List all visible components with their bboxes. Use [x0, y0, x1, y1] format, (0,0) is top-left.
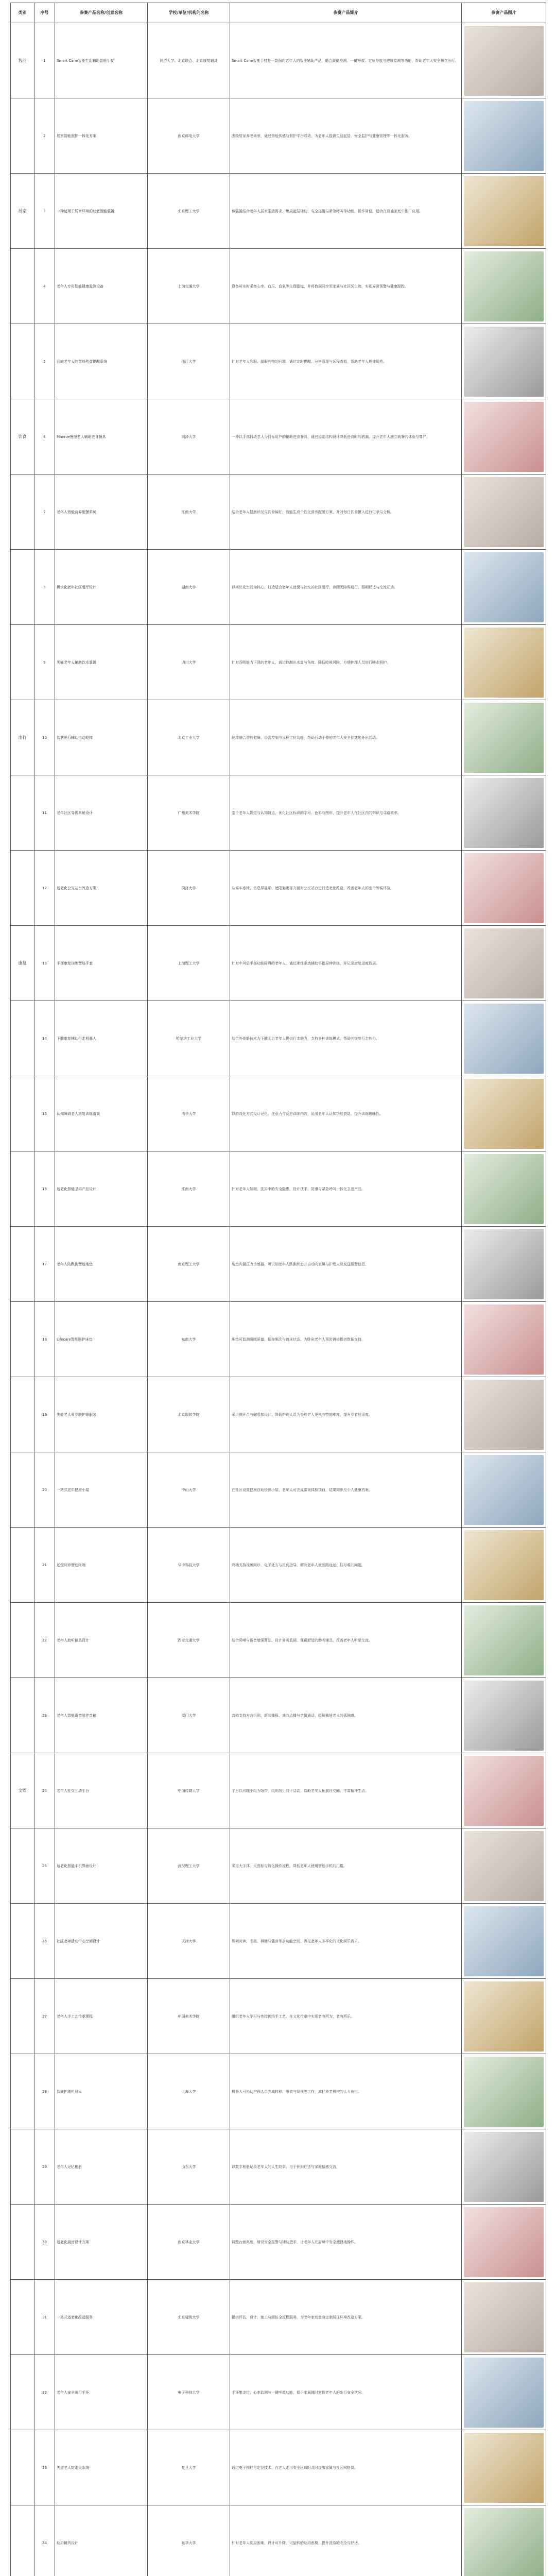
row-picture-cell — [462, 775, 546, 851]
table-row — [11, 1603, 546, 1678]
product-image — [464, 1831, 544, 1901]
row-description: 该装置结合老年人居家生活需求，集成起居辅助、安全提醒与紧急呼叫等功能，操作简便，适合在普通家庭中推广应用。 — [230, 174, 462, 249]
row-picture-cell — [462, 1151, 546, 1227]
table-row — [11, 2430, 546, 2505]
row-picture-cell — [462, 2280, 546, 2355]
row-description: 结合降噪与语音增强算法，设计外观低调、佩戴舒适的助听辅具，改善老年人听觉交流。 — [230, 1603, 462, 1678]
table-row — [11, 98, 546, 174]
product-image — [464, 101, 544, 171]
row-unit: 哈尔滨工业大学 — [148, 1001, 230, 1076]
row-number: 23 — [34, 1678, 55, 1753]
row-picture-cell — [462, 2355, 546, 2430]
row-category — [11, 2355, 34, 2430]
row-picture-cell — [462, 700, 546, 775]
row-product-name: 下肢康复辅助行走机器人 — [55, 1001, 148, 1076]
row-unit: 上海理工大学 — [148, 926, 230, 1001]
row-category — [11, 1227, 34, 1302]
row-number: 8 — [34, 550, 55, 625]
table-row — [11, 700, 546, 775]
product-image — [464, 477, 544, 547]
row-category — [11, 1151, 34, 1227]
product-image — [464, 2433, 544, 2503]
table-header — [11, 3, 546, 23]
row-picture-cell — [462, 2505, 546, 2576]
row-category: 智能 — [11, 23, 34, 98]
row-product-name: 一站式适老化改造服务 — [55, 2280, 148, 2355]
row-description: 针对吞咽能力下降的老年人，通过控制出水量与角度，降低呛咳风险，方便护理人员进行喂水照护。 — [230, 625, 462, 700]
row-category — [11, 775, 34, 851]
product-image — [464, 1455, 544, 1525]
row-unit: 北京工业大学 — [148, 700, 230, 775]
row-picture-cell — [462, 1678, 546, 1753]
row-description: 以游戏化方式设计记忆、注意力与反应训练内容，延缓老年人认知功能衰退，提升训练趣味性。 — [230, 1076, 462, 1151]
row-category — [11, 1377, 34, 1452]
product-image — [464, 928, 544, 998]
product-image — [464, 1981, 544, 2052]
row-picture-cell — [462, 1528, 546, 1603]
row-product-name: 居家智能照护一体化方案 — [55, 98, 148, 174]
table-row — [11, 2205, 546, 2280]
product-image — [464, 2508, 544, 2576]
row-category — [11, 474, 34, 550]
row-product-name: 老年人防跌倒智能地垫 — [55, 1227, 148, 1302]
row-unit: 上海大学 — [148, 2054, 230, 2129]
row-product-name: 智慧出行辅助电动轮椅 — [55, 700, 148, 775]
row-picture-cell — [462, 98, 546, 174]
row-product-name: 老年人社交互动平台 — [55, 1753, 148, 1828]
row-number: 22 — [34, 1603, 55, 1678]
table-row — [11, 926, 546, 1001]
product-image — [464, 2207, 544, 2277]
row-description: 针对老年人如厕、洗浴中的安全隐患，设计扶手、防滑与紧急呼叫一体化卫浴产品。 — [230, 1151, 462, 1227]
row-unit: 厦门大学 — [148, 1678, 230, 1753]
row-product-name: 老年人安全出行手环 — [55, 2355, 148, 2430]
row-number: 29 — [34, 2129, 55, 2205]
product-image — [464, 1530, 544, 1600]
row-picture-cell — [462, 399, 546, 474]
row-product-name: 老年人助听辅具设计 — [55, 1603, 148, 1678]
row-product-name: 失智老人防走失系统 — [55, 2430, 148, 2505]
product-image — [464, 176, 544, 246]
row-unit: 南京林业大学 — [148, 2205, 230, 2280]
row-category — [11, 98, 34, 174]
row-unit: 武汉理工大学 — [148, 1828, 230, 1904]
product-image — [464, 1756, 544, 1826]
row-category: 出行 — [11, 700, 34, 775]
row-unit: 中国美术学院 — [148, 1979, 230, 2054]
row-category — [11, 249, 34, 324]
row-product-name: 失能老人易穿脱护理服装 — [55, 1377, 148, 1452]
product-image — [464, 1605, 544, 1675]
table-row — [11, 1076, 546, 1151]
row-product-name: 面向老年人的智能药盒提醒系统 — [55, 324, 148, 399]
row-description: 调整台面高度、增设安全报警与辅助把手，让老年人在厨房中安全便捷地操作。 — [230, 2205, 462, 2280]
table-row — [11, 2054, 546, 2129]
row-picture-cell — [462, 249, 546, 324]
row-description: 机器人可协助护理人员完成转移、喂食与巡视等工作，减轻养老机构的人力负担。 — [230, 2054, 462, 2129]
table-row — [11, 2355, 546, 2430]
row-description: 通过电子围栏与定位技术，在老人走出安全区域时及时提醒家属与社区网格员。 — [230, 2430, 462, 2505]
row-picture-cell — [462, 1302, 546, 1377]
row-picture-cell — [462, 2430, 546, 2505]
row-number: 24 — [34, 1753, 55, 1828]
table-row — [11, 324, 546, 399]
row-unit: 广州美术学院 — [148, 775, 230, 851]
product-image — [464, 1079, 544, 1149]
row-unit: 中山大学 — [148, 1452, 230, 1528]
row-number: 25 — [34, 1828, 55, 1904]
table-row — [11, 2280, 546, 2355]
row-product-name: 失能老年人辅助饮水装置 — [55, 625, 148, 700]
header-description: 参赛产品简介 — [230, 3, 462, 23]
row-number: 2 — [34, 98, 55, 174]
row-description: 以数字相册记录老年人的人生故事，用于怀旧疗法与家庭情感交流。 — [230, 2129, 462, 2205]
row-unit: 南京理工大学 — [148, 1227, 230, 1302]
row-number: 28 — [34, 2054, 55, 2129]
row-description: 地垫内置压力传感器，可识别老年人跌倒状态并自动向家属与护理人员发送报警信息。 — [230, 1227, 462, 1302]
row-category — [11, 1076, 34, 1151]
row-picture-cell — [462, 324, 546, 399]
row-product-name: 助浴辅具设计 — [55, 2505, 148, 2576]
header-number: 序号 — [34, 3, 55, 23]
row-description: Smart Cane智能手杖是一款面向老年人的智能辅助产品，融合跌倒检测、一键呼救、定位导航与健康监测等功能，帮助老年人安全独立出行。 — [230, 23, 462, 98]
table-body — [11, 23, 546, 2576]
product-image — [464, 2057, 544, 2127]
row-number: 4 — [34, 249, 55, 324]
table-row — [11, 1678, 546, 1753]
row-product-name: 一站式老年健康小屋 — [55, 1452, 148, 1528]
table-row — [11, 2505, 546, 2576]
row-product-name: 手部康复训练智能手套 — [55, 926, 148, 1001]
row-picture-cell — [462, 1753, 546, 1828]
row-description: 音箱支持方言识别、新闻播报、戏曲点播与亲情通话，缓解独居老人的孤独感。 — [230, 1678, 462, 1753]
row-category — [11, 2054, 34, 2129]
row-number: 15 — [34, 1076, 55, 1151]
row-product-name: 社区老年活动中心空间设计 — [55, 1904, 148, 1979]
table-row — [11, 1528, 546, 1603]
row-category — [11, 1979, 34, 2054]
row-description: 提供评估、设计、施工与回访全流程服务，为老年家庭量身定制居住环境改造方案。 — [230, 2280, 462, 2355]
row-number: 32 — [34, 2355, 55, 2430]
row-description: 针对老年人忘服、漏服药物的问题，通过定时提醒、分格管理与远程查看，帮助老年人规律用药。 — [230, 324, 462, 399]
row-unit: 华中科技大学 — [148, 1528, 230, 1603]
row-description: 采用大字体、大图标与简化操作流程，降低老年人使用智能手机的门槛。 — [230, 1828, 462, 1904]
row-number: 3 — [34, 174, 55, 249]
row-category — [11, 1603, 34, 1678]
row-category: 文娱 — [11, 1753, 34, 1828]
row-number: 16 — [34, 1151, 55, 1227]
table-row — [11, 399, 546, 474]
table-row — [11, 851, 546, 926]
row-category — [11, 324, 34, 399]
row-picture-cell — [462, 2205, 546, 2280]
row-category: 居家 — [11, 174, 34, 249]
row-product-name: 适老化公交站台改造方案 — [55, 851, 148, 926]
table-row — [11, 550, 546, 625]
product-image — [464, 703, 544, 773]
row-description: 一种以手部抖动老人为目标用户的辅助进食餐具，通过稳定结构设计降低进食时的洒漏，提升老年人独立就餐的体验与尊严。 — [230, 399, 462, 474]
product-image — [464, 2358, 544, 2428]
row-picture-cell — [462, 1904, 546, 1979]
row-unit: 西安交通大学 — [148, 1603, 230, 1678]
row-unit: 清华大学 — [148, 1076, 230, 1151]
product-image — [464, 1380, 544, 1450]
row-number: 21 — [34, 1528, 55, 1603]
table-row — [11, 1302, 546, 1377]
row-category — [11, 2280, 34, 2355]
row-unit: 上海交通大学 — [148, 249, 230, 324]
row-category — [11, 1528, 34, 1603]
row-category — [11, 851, 34, 926]
row-picture-cell — [462, 23, 546, 98]
product-image — [464, 1304, 544, 1375]
row-product-name: 适老化厨房设计方案 — [55, 2205, 148, 2280]
row-category — [11, 2430, 34, 2505]
entries-table — [10, 3, 546, 2576]
row-unit: 北京理工大学 — [148, 174, 230, 249]
row-number: 27 — [34, 1979, 55, 2054]
row-category — [11, 1001, 34, 1076]
table-row — [11, 1979, 546, 2054]
row-category — [11, 2505, 34, 2576]
row-category: 康复 — [11, 926, 34, 1001]
product-image — [464, 327, 544, 397]
competition-entries-document — [10, 3, 546, 2576]
header-unit: 学校/单位/机构的名称 — [148, 3, 230, 23]
row-picture-cell — [462, 1828, 546, 1904]
row-product-name: 一种适用于居家环境的助老智能装置 — [55, 174, 148, 249]
row-description: 组织老年人学习与传授传统手工艺，在文化传承中实现老有所为、老有所乐。 — [230, 1979, 462, 2054]
row-description: 规划阅读、书画、棋牌与健身等多功能空间，满足老年人多样化的文化娱乐需求。 — [230, 1904, 462, 1979]
row-picture-cell — [462, 1076, 546, 1151]
table-row — [11, 1227, 546, 1302]
header-category: 类别 — [11, 3, 34, 23]
row-unit: 同济大学 — [148, 399, 230, 474]
row-number: 11 — [34, 775, 55, 851]
row-picture-cell — [462, 174, 546, 249]
row-category — [11, 2205, 34, 2280]
product-image — [464, 26, 544, 96]
row-number: 34 — [34, 2505, 55, 2576]
row-number: 12 — [34, 851, 55, 926]
row-description: 基于老年人视觉与认知特点，优化社区标识的字号、色彩与图形，提升老年人在社区内的辨识与寻路效率。 — [230, 775, 462, 851]
row-product-name: 老年人手工艺传承课程 — [55, 1979, 148, 2054]
row-product-name: Mannie慢慢老人辅助进食餐具 — [55, 399, 148, 474]
header-picture: 参赛产品图片 — [462, 3, 546, 23]
row-category — [11, 625, 34, 700]
table-row — [11, 1377, 546, 1452]
row-picture-cell — [462, 851, 546, 926]
header-product-name: 参赛产品名称/创意名称 — [55, 3, 148, 23]
row-product-name: 老年人智能营养配餐系统 — [55, 474, 148, 550]
row-number: 17 — [34, 1227, 55, 1302]
row-category — [11, 1904, 34, 1979]
table-row — [11, 2129, 546, 2205]
row-unit: 湖南大学 — [148, 550, 230, 625]
row-unit: 北京服装学院 — [148, 1377, 230, 1452]
row-description: 床垫可监测睡眠质量、翻身频次与离床状态，为卧床老年人预防褥疮提供数据支持。 — [230, 1302, 462, 1377]
row-picture-cell — [462, 1979, 546, 2054]
row-number: 30 — [34, 2205, 55, 2280]
row-description: 针对老年人洗浴困难，设计可升降、可旋转的助浴座椅，提升洗浴的安全与舒适。 — [230, 2505, 462, 2576]
table-row — [11, 23, 546, 98]
row-number: 1 — [34, 23, 55, 98]
row-picture-cell — [462, 926, 546, 1001]
row-description: 终端支持视频问诊、电子处方与用药指导，解决老年人就医路途远、挂号难的问题。 — [230, 1528, 462, 1603]
row-number: 9 — [34, 625, 55, 700]
product-image — [464, 853, 544, 923]
product-image — [464, 251, 544, 321]
row-picture-cell — [462, 2129, 546, 2205]
row-number: 10 — [34, 700, 55, 775]
row-description: 结合老年人健康状况与饮食偏好，智能生成个性化营养配餐方案，并对每日饮食摄入进行记录与分析。 — [230, 474, 462, 550]
row-product-name: Smart Cane智能生活辅助智能手杖 — [55, 23, 148, 98]
row-product-name: 老年人智能语音陪伴音箱 — [55, 1678, 148, 1753]
row-number: 20 — [34, 1452, 55, 1528]
row-number: 13 — [34, 926, 55, 1001]
row-picture-cell — [462, 1377, 546, 1452]
row-product-name: 智能护理机器人 — [55, 2054, 148, 2129]
row-unit: 电子科技大学 — [148, 2355, 230, 2430]
product-image — [464, 2282, 544, 2352]
row-description: 设备可实时采集心率、血压、血氧等生理指标，并将数据同步至家属与社区医生端，实现异常预警与健康跟踪。 — [230, 249, 462, 324]
table-row — [11, 1904, 546, 1979]
row-category — [11, 2129, 34, 2205]
row-product-name: 远程问诊智能终端 — [55, 1528, 148, 1603]
row-description: 结合外骨骼技术为下肢无力老年人提供行走助力，支持多种训练模式，帮助其恢复行走能力。 — [230, 1001, 462, 1076]
table-row — [11, 249, 546, 324]
row-picture-cell — [462, 625, 546, 700]
row-product-name: Lifecare智能照护床垫 — [55, 1302, 148, 1377]
row-number: 5 — [34, 324, 55, 399]
row-description: 采用侧开合与磁吸扣设计，降低护理人员为失能老人更换衣物的难度，提升穿着舒适度。 — [230, 1377, 462, 1452]
row-number: 6 — [34, 399, 55, 474]
row-unit: 复旦大学 — [148, 2430, 230, 2505]
row-unit: 同济大学、北京联合、北京康复辅具 — [148, 23, 230, 98]
row-product-name: 认知障碍老人康复训练游戏 — [55, 1076, 148, 1151]
table-row — [11, 1753, 546, 1828]
product-image — [464, 552, 544, 622]
row-unit: 东南大学 — [148, 1302, 230, 1377]
product-image — [464, 1906, 544, 1976]
row-description: 围绕居家养老场景，通过智能传感与照护平台联动，为老年人提供生活起居、安全监护与健康管理等一体化服务。 — [230, 98, 462, 174]
row-product-name: 模块化老年社区餐厅设计 — [55, 550, 148, 625]
row-product-name: 老年人专用智能健康监测设备 — [55, 249, 148, 324]
product-image — [464, 1004, 544, 1074]
table-row — [11, 474, 546, 550]
product-image — [464, 2132, 544, 2202]
row-product-name: 老年社区导视系统设计 — [55, 775, 148, 851]
row-unit: 山东大学 — [148, 2129, 230, 2205]
table-row — [11, 174, 546, 249]
table-row — [11, 625, 546, 700]
row-description: 从候车座椅、信息屏显示、遮阳避雨等方面对公交站台进行适老化改造，改善老年人的出行等候体验。 — [230, 851, 462, 926]
row-description: 针对中风后手部功能障碍的老年人，通过柔性驱动辅助手指屈伸训练，并记录康复进度数据。 — [230, 926, 462, 1001]
table-row — [11, 1452, 546, 1528]
row-category — [11, 1452, 34, 1528]
row-description: 手环集定位、心率监测与一键呼救功能，便于家属随时掌握老年人的出行安全状况。 — [230, 2355, 462, 2430]
row-category — [11, 1302, 34, 1377]
row-number: 14 — [34, 1001, 55, 1076]
row-product-name: 老年人记忆相册 — [55, 2129, 148, 2205]
row-description: 在社区设置健康自助检测小屋，老年人可完成常规体检项目，结果同步至个人健康档案。 — [230, 1452, 462, 1528]
row-picture-cell — [462, 1001, 546, 1076]
row-unit: 江南大学 — [148, 474, 230, 550]
row-unit: 四川大学 — [148, 625, 230, 700]
row-unit: 中国传媒大学 — [148, 1753, 230, 1828]
table-row — [11, 775, 546, 851]
product-image — [464, 1229, 544, 1299]
product-image — [464, 1154, 544, 1224]
product-image — [464, 628, 544, 698]
table-row — [11, 1828, 546, 1904]
row-description: 轮椅融合智能避障、语音控制与远程定位功能，帮助行动不便的老年人安全便捷地外出活动。 — [230, 700, 462, 775]
row-unit: 浙江大学 — [148, 324, 230, 399]
row-unit: 同济大学 — [148, 851, 230, 926]
row-picture-cell — [462, 1227, 546, 1302]
row-unit: 天津大学 — [148, 1904, 230, 1979]
row-number: 26 — [34, 1904, 55, 1979]
table-row — [11, 1001, 546, 1076]
row-number: 18 — [34, 1302, 55, 1377]
row-description: 以模块化空间为核心，打造适合老年人就餐与社交的社区餐厅，兼顾无障碍通行、照明舒适与交流互动。 — [230, 550, 462, 625]
row-category — [11, 550, 34, 625]
table-row — [11, 1151, 546, 1227]
row-picture-cell — [462, 550, 546, 625]
row-picture-cell — [462, 474, 546, 550]
row-description: 平台以兴趣小组为纽带，组织线上线下活动，帮助老年人拓展社交圈、丰富精神生活。 — [230, 1753, 462, 1828]
row-picture-cell — [462, 1452, 546, 1528]
row-unit: 东华大学 — [148, 2505, 230, 2576]
row-unit: 北京建筑大学 — [148, 2280, 230, 2355]
row-unit: 江南大学 — [148, 1151, 230, 1227]
row-category: 饮食 — [11, 399, 34, 474]
row-number: 19 — [34, 1377, 55, 1452]
product-image — [464, 402, 544, 472]
row-unit: 南京邮电大学 — [148, 98, 230, 174]
row-product-name: 适老化智能卫浴产品设计 — [55, 1151, 148, 1227]
row-picture-cell — [462, 2054, 546, 2129]
product-image — [464, 1681, 544, 1751]
row-number: 7 — [34, 474, 55, 550]
product-image — [464, 778, 544, 848]
row-picture-cell — [462, 1603, 546, 1678]
row-category — [11, 1828, 34, 1904]
row-product-name: 适老化智能手机界面设计 — [55, 1828, 148, 1904]
row-number: 33 — [34, 2430, 55, 2505]
row-number: 31 — [34, 2280, 55, 2355]
row-category — [11, 1678, 34, 1753]
